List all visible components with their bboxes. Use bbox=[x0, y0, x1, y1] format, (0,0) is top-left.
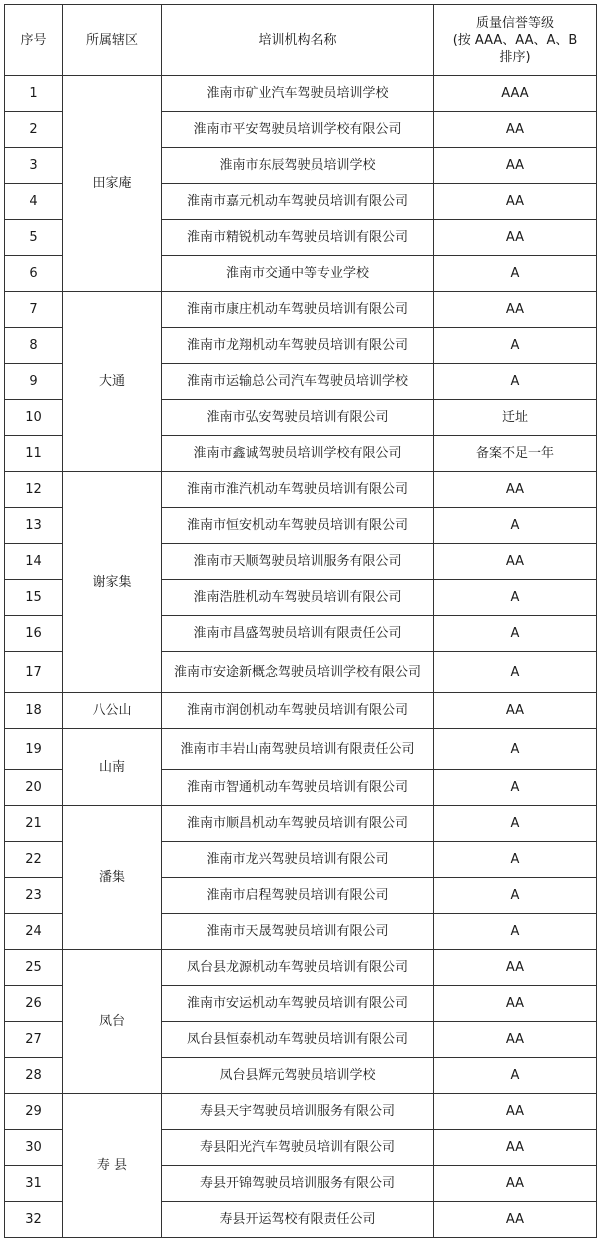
row-index-cell: 8 bbox=[5, 328, 63, 364]
institution-name-cell: 淮南市鑫诚驾驶员培训学校有限公司 bbox=[162, 436, 434, 472]
rating-cell: AA bbox=[434, 184, 597, 220]
rating-cell: A bbox=[434, 616, 597, 652]
institution-name-cell: 淮南市启程驾驶员培训有限公司 bbox=[162, 878, 434, 914]
district-cell: 大通 bbox=[63, 292, 162, 472]
row-index-cell: 11 bbox=[5, 436, 63, 472]
row-index-cell: 31 bbox=[5, 1166, 63, 1202]
rating-cell: A bbox=[434, 508, 597, 544]
row-index-cell: 6 bbox=[5, 256, 63, 292]
row-index-cell: 28 bbox=[5, 1058, 63, 1094]
rating-cell: A bbox=[434, 729, 597, 770]
institution-name-cell: 淮南市安运机动车驾驶员培训有限公司 bbox=[162, 986, 434, 1022]
institution-name-cell: 淮南浩胜机动车驾驶员培训有限公司 bbox=[162, 580, 434, 616]
institution-name-cell: 淮南市运输总公司汽车驾驶员培训学校 bbox=[162, 364, 434, 400]
row-index-cell: 19 bbox=[5, 729, 63, 770]
district-cell: 潘集 bbox=[63, 806, 162, 950]
rating-cell: AA bbox=[434, 986, 597, 1022]
rating-cell: AA bbox=[434, 693, 597, 729]
row-index-cell: 13 bbox=[5, 508, 63, 544]
rating-cell: AA bbox=[434, 112, 597, 148]
rating-cell: A bbox=[434, 914, 597, 950]
rating-cell: A bbox=[434, 1058, 597, 1094]
rating-cell: A bbox=[434, 580, 597, 616]
institution-name-cell: 淮南市天顺驾驶员培训服务有限公司 bbox=[162, 544, 434, 580]
row-index-cell: 15 bbox=[5, 580, 63, 616]
row-index-cell: 9 bbox=[5, 364, 63, 400]
institution-name-cell: 淮南市润创机动车驾驶员培训有限公司 bbox=[162, 693, 434, 729]
rating-cell: AA bbox=[434, 950, 597, 986]
district-cell: 谢家集 bbox=[63, 472, 162, 693]
district-cell: 凤台 bbox=[63, 950, 162, 1094]
institution-name-cell: 淮南市东辰驾驶员培训学校 bbox=[162, 148, 434, 184]
row-index-cell: 18 bbox=[5, 693, 63, 729]
rating-cell: A bbox=[434, 770, 597, 806]
rating-cell: A bbox=[434, 256, 597, 292]
table-row bbox=[5, 729, 597, 770]
row-index-cell: 21 bbox=[5, 806, 63, 842]
row-index-cell: 3 bbox=[5, 148, 63, 184]
row-index-cell: 22 bbox=[5, 842, 63, 878]
institution-name-cell: 凤台县龙源机动车驾驶员培训有限公司 bbox=[162, 950, 434, 986]
rating-cell: AA bbox=[434, 148, 597, 184]
table-row bbox=[5, 1094, 597, 1130]
table-header-row bbox=[5, 5, 597, 76]
rating-cell: A bbox=[434, 652, 597, 693]
institution-name-cell: 淮南市嘉元机动车驾驶员培训有限公司 bbox=[162, 184, 434, 220]
institution-name-cell: 淮南市顺昌机动车驾驶员培训有限公司 bbox=[162, 806, 434, 842]
row-index-cell: 1 bbox=[5, 76, 63, 112]
institution-name-cell: 寿县开锦驾驶员培训服务有限公司 bbox=[162, 1166, 434, 1202]
institution-name-cell: 淮南市龙兴驾驶员培训有限公司 bbox=[162, 842, 434, 878]
row-index-cell: 16 bbox=[5, 616, 63, 652]
row-index-cell: 7 bbox=[5, 292, 63, 328]
row-index-cell: 14 bbox=[5, 544, 63, 580]
row-index-cell: 25 bbox=[5, 950, 63, 986]
row-index-cell: 27 bbox=[5, 1022, 63, 1058]
table-row bbox=[5, 950, 597, 986]
row-index-cell: 26 bbox=[5, 986, 63, 1022]
table-row bbox=[5, 292, 597, 328]
row-index-cell: 4 bbox=[5, 184, 63, 220]
row-index-cell: 32 bbox=[5, 1202, 63, 1238]
institution-name-cell: 淮南市丰岩山南驾驶员培训有限责任公司 bbox=[162, 729, 434, 770]
rating-cell: A bbox=[434, 328, 597, 364]
rating-cell: 迁址 bbox=[434, 400, 597, 436]
header-index: 序号 bbox=[5, 5, 63, 76]
institution-name-cell: 凤台县辉元驾驶员培训学校 bbox=[162, 1058, 434, 1094]
rating-cell: A bbox=[434, 806, 597, 842]
row-index-cell: 30 bbox=[5, 1130, 63, 1166]
row-index-cell: 17 bbox=[5, 652, 63, 693]
institution-name-cell: 淮南市矿业汽车驾驶员培训学校 bbox=[162, 76, 434, 112]
institution-name-cell: 淮南市智通机动车驾驶员培训有限公司 bbox=[162, 770, 434, 806]
institution-name-cell: 寿县开运驾校有限责任公司 bbox=[162, 1202, 434, 1238]
institution-name-cell: 寿县阳光汽车驾驶员培训有限公司 bbox=[162, 1130, 434, 1166]
row-index-cell: 20 bbox=[5, 770, 63, 806]
table-row bbox=[5, 472, 597, 508]
rating-cell: AA bbox=[434, 220, 597, 256]
rating-cell: AA bbox=[434, 1166, 597, 1202]
institution-name-cell: 淮南市昌盛驾驶员培训有限责任公司 bbox=[162, 616, 434, 652]
row-index-cell: 23 bbox=[5, 878, 63, 914]
institution-name-cell: 淮南市恒安机动车驾驶员培训有限公司 bbox=[162, 508, 434, 544]
district-cell: 山南 bbox=[63, 729, 162, 806]
table-body bbox=[5, 76, 597, 1238]
rating-cell: AA bbox=[434, 1130, 597, 1166]
district-cell: 寿 县 bbox=[63, 1094, 162, 1238]
row-index-cell: 10 bbox=[5, 400, 63, 436]
rating-cell: AA bbox=[434, 1022, 597, 1058]
row-index-cell: 12 bbox=[5, 472, 63, 508]
table-row bbox=[5, 806, 597, 842]
institution-name-cell: 淮南市康庄机动车驾驶员培训有限公司 bbox=[162, 292, 434, 328]
rating-cell: AA bbox=[434, 1202, 597, 1238]
institution-name-cell: 淮南市精锐机动车驾驶员培训有限公司 bbox=[162, 220, 434, 256]
institution-name-cell: 凤台县恒泰机动车驾驶员培训有限公司 bbox=[162, 1022, 434, 1058]
rating-cell: A bbox=[434, 364, 597, 400]
rating-cell: A bbox=[434, 878, 597, 914]
row-index-cell: 24 bbox=[5, 914, 63, 950]
rating-cell: 备案不足一年 bbox=[434, 436, 597, 472]
row-index-cell: 29 bbox=[5, 1094, 63, 1130]
institution-name-cell: 淮南市淮汽机动车驾驶员培训有限公司 bbox=[162, 472, 434, 508]
header-institution-name: 培训机构名称 bbox=[162, 5, 434, 76]
header-quality-rating: 质量信誉等级 (按 AAA、AA、A、B 排序) bbox=[434, 5, 597, 76]
institution-name-cell: 淮南市交通中等专业学校 bbox=[162, 256, 434, 292]
institution-name-cell: 淮南市平安驾驶员培训学校有限公司 bbox=[162, 112, 434, 148]
header-district: 所属辖区 bbox=[63, 5, 162, 76]
institution-name-cell: 淮南市天晟驾驶员培训有限公司 bbox=[162, 914, 434, 950]
rating-cell: A bbox=[434, 842, 597, 878]
rating-cell: AA bbox=[434, 292, 597, 328]
training-institution-rating-table bbox=[4, 4, 597, 1238]
rating-cell: AA bbox=[434, 1094, 597, 1130]
rating-cell: AA bbox=[434, 472, 597, 508]
table-row bbox=[5, 693, 597, 729]
table-row bbox=[5, 76, 597, 112]
row-index-cell: 2 bbox=[5, 112, 63, 148]
rating-cell: AA bbox=[434, 544, 597, 580]
institution-name-cell: 淮南市龙翔机动车驾驶员培训有限公司 bbox=[162, 328, 434, 364]
district-cell: 八公山 bbox=[63, 693, 162, 729]
rating-cell: AAA bbox=[434, 76, 597, 112]
institution-name-cell: 寿县天宇驾驶员培训服务有限公司 bbox=[162, 1094, 434, 1130]
institution-name-cell: 淮南市安途新概念驾驶员培训学校有限公司 bbox=[162, 652, 434, 693]
district-cell: 田家庵 bbox=[63, 76, 162, 292]
institution-name-cell: 淮南市弘安驾驶员培训有限公司 bbox=[162, 400, 434, 436]
row-index-cell: 5 bbox=[5, 220, 63, 256]
